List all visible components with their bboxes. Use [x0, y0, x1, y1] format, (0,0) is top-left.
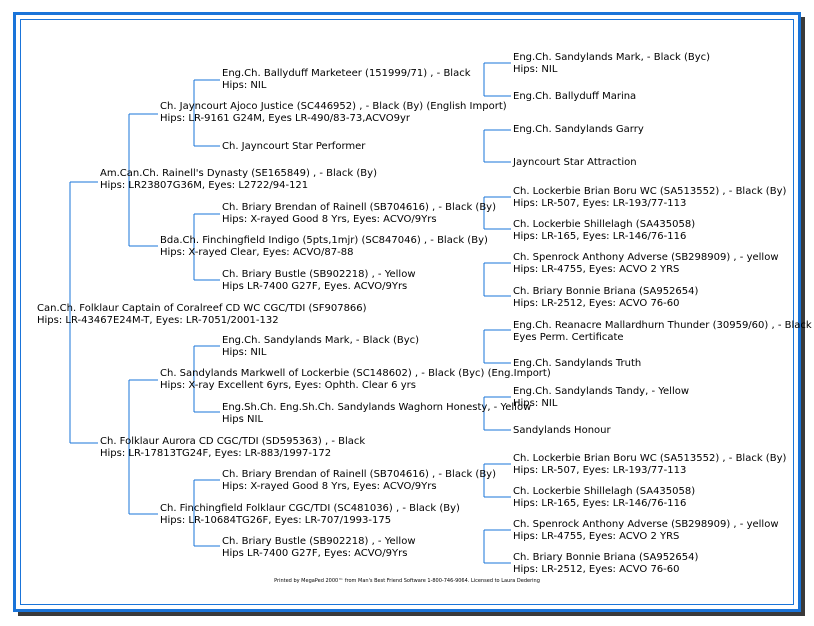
dog-name: Eng.Ch. Ballyduff Marketeer (151999/71) , - Black — [222, 68, 471, 79]
dog-name: Ch. Briary Brendan of Rainell (SB704616) , - Black (By) — [222, 202, 496, 213]
pedigree-dam-sire — [160, 368, 551, 392]
pedigree-gen4 — [513, 453, 786, 477]
dog-name: Ch. Lockerbie Shillelagh (SA435058) — [513, 219, 696, 230]
pedigree-sire-dam — [160, 235, 488, 259]
pedigree-dam-dam — [160, 503, 460, 527]
dog-health: Hips: LR-4755, Eyes: ACVO 2 YRS — [513, 264, 680, 275]
dog-health: Hips LR-7400 G27F, Eyes: ACVO/9Yrs — [222, 548, 408, 559]
dog-health: Hips: LR23807G36M, Eyes: L2722/94-121 — [100, 180, 309, 191]
pedigree-gen4 — [513, 219, 695, 243]
dog-name: Ch. Sandylands Markwell of Lockerbie (SC148602) , - Black (Byc) (Eng.Import) — [160, 368, 551, 379]
dog-health: Hips: LR-17813TG24F, Eyes: LR-883/1997-172 — [100, 448, 332, 459]
dog-name: Ch. Briary Bustle (SB902218) , - Yellow — [222, 536, 416, 547]
pedigree-gen3 — [222, 141, 365, 153]
dog-name: Ch. Briary Bonnie Briana (SA952654) — [513, 286, 699, 297]
pedigree-gen4 — [513, 252, 779, 276]
dog-name: Eng.Sh.Ch. Eng.Sh.Ch. Sandylands Waghorn Honesty, - Yellow — [222, 402, 532, 413]
pedigree-gen4 — [513, 552, 698, 576]
dog-name: Eng.Ch. Reanacre Mallardhurn Thunder (30959/60) , - Black — [513, 320, 812, 331]
dog-health: Hips: NIL — [513, 398, 558, 409]
dog-health: Hips: X-rayed Clear, Eyes: ACVO/87-88 — [160, 247, 354, 258]
pedigree-gen3 — [222, 536, 416, 560]
pedigree-gen3 — [222, 469, 496, 493]
pedigree-gen3 — [222, 335, 419, 359]
dog-health: Hips: LR-9161 G24M, Eyes LR-490/83-73,ACVO9yr — [160, 113, 410, 124]
dog-name: Eng.Ch. Sandylands Mark, - Black (Byc) — [222, 335, 420, 346]
dog-name: Eng.Ch. Sandylands Mark, - Black (Byc) — [513, 52, 711, 63]
dog-name: Ch. Jayncourt Ajoco Justice (SC446952) , - Black (By) (English Import) — [160, 101, 507, 112]
dog-name: Ch. Lockerbie Shillelagh (SA435058) — [513, 486, 696, 497]
dog-name: Ch. Jayncourt Star Performer — [222, 141, 366, 152]
pedigree-gen4 — [513, 425, 611, 437]
dog-health: Hips: LR-2512, Eyes: ACVO 76-60 — [513, 564, 680, 575]
dog-health: Hips: LR-507, Eyes: LR-193/77-113 — [513, 465, 687, 476]
dog-name: Can.Ch. Folklaur Captain of Coralreef CD WC CGC/TDI (SF907866) — [37, 303, 367, 314]
pedigree-subject — [37, 303, 367, 327]
dog-name: Am.Can.Ch. Rainell's Dynasty (SE165849) , - Black (By) — [100, 168, 377, 179]
dog-health: Hips: X-ray Excellent 6yrs, Eyes: Ophth. Clear 6 yrs — [160, 380, 416, 391]
dog-name: Ch. Lockerbie Brian Boru WC (SA513552) , - Black (By) — [513, 453, 787, 464]
dog-name: Ch. Lockerbie Brian Boru WC (SA513552) , - Black (By) — [513, 186, 787, 197]
pedigree-dam — [100, 436, 365, 460]
dog-health: Hips: LR-4755, Eyes: ACVO 2 YRS — [513, 531, 680, 542]
pedigree-gen4 — [513, 52, 710, 76]
dog-health: Hips: LR-2512, Eyes: ACVO 76-60 — [513, 298, 680, 309]
pedigree-gen4 — [513, 286, 698, 310]
dog-health: Hips: LR-43467E24M-T, Eyes: LR-7051/2001-132 — [37, 315, 279, 326]
pedigree-gen3 — [222, 68, 471, 92]
dog-health: Hips: LR-10684TG26F, Eyes: LR-707/1993-175 — [160, 515, 392, 526]
dog-name: Sandylands Honour — [513, 425, 611, 436]
dog-name: Ch. Briary Bonnie Briana (SA952654) — [513, 552, 699, 563]
dog-name: Eng.Ch. Sandylands Garry — [513, 124, 644, 135]
dog-health: Hips: NIL — [222, 347, 267, 358]
pedigree-gen4 — [513, 320, 812, 344]
dog-name: Bda.Ch. Finchingfield Indigo (5pts,1mjr) (SC847046) , - Black (By) — [160, 235, 488, 246]
dog-health: Hips LR-7400 G27F, Eyes. ACVO/9Yrs — [222, 281, 408, 292]
print-footer: Printed by MegaPed 2000™ from Man's Best Friend Software 1-800-746-9064. Licensed to Laura Dedering — [274, 578, 540, 584]
pedigree-gen4 — [513, 386, 689, 410]
dog-health: Hips: X-rayed Good 8 Yrs, Eyes: ACVO/9Yrs — [222, 214, 437, 225]
dog-health: Hips: LR-507, Eyes: LR-193/77-113 — [513, 198, 687, 209]
dog-name: Ch. Briary Brendan of Rainell (SB704616) , - Black (By) — [222, 469, 496, 480]
pedigree-gen4 — [513, 486, 695, 510]
dog-health: Hips: X-rayed Good 8 Yrs, Eyes: ACVO/9Yrs — [222, 481, 437, 492]
dog-name: Ch. Spenrock Anthony Adverse (SB298909) , - yellow — [513, 519, 779, 530]
dog-health: Hips NIL — [222, 414, 264, 425]
dog-name: Ch. Folklaur Aurora CD CGC/TDI (SD595363) , - Black — [100, 436, 366, 447]
dog-health: Hips: NIL — [513, 64, 558, 75]
dog-name: Eng.Ch. Sandylands Tandy, - Yellow — [513, 386, 690, 397]
dog-name: Ch. Finchingfield Folklaur CGC/TDI (SC481036) , - Black (By) — [160, 503, 460, 514]
pedigree-sire — [100, 168, 377, 192]
dog-name: Eng.Ch. Sandylands Truth — [513, 358, 642, 369]
pedigree-gen4 — [513, 358, 641, 370]
pedigree-gen3 — [222, 202, 496, 226]
dog-health: Hips: NIL — [222, 80, 267, 91]
dog-name: Jayncourt Star Attraction — [513, 157, 637, 168]
dog-name: Ch. Briary Bustle (SB902218) , - Yellow — [222, 269, 416, 280]
pedigree-gen4 — [513, 519, 779, 543]
dog-health: Hips: LR-165, Eyes: LR-146/76-116 — [513, 498, 687, 509]
pedigree-gen4 — [513, 91, 636, 103]
pedigree-gen4 — [513, 186, 786, 210]
pedigree-gen3 — [222, 402, 531, 426]
dog-health: Eyes Perm. Certificate — [513, 332, 624, 343]
pedigree-gen4 — [513, 157, 637, 169]
dog-name: Ch. Spenrock Anthony Adverse (SB298909) , - yellow — [513, 252, 779, 263]
dog-health: Hips: LR-165, Eyes: LR-146/76-116 — [513, 231, 687, 242]
dog-name: Eng.Ch. Ballyduff Marina — [513, 91, 637, 102]
pedigree-sire-sire — [160, 101, 507, 125]
pedigree-gen4 — [513, 124, 644, 136]
pedigree-gen3 — [222, 269, 416, 293]
